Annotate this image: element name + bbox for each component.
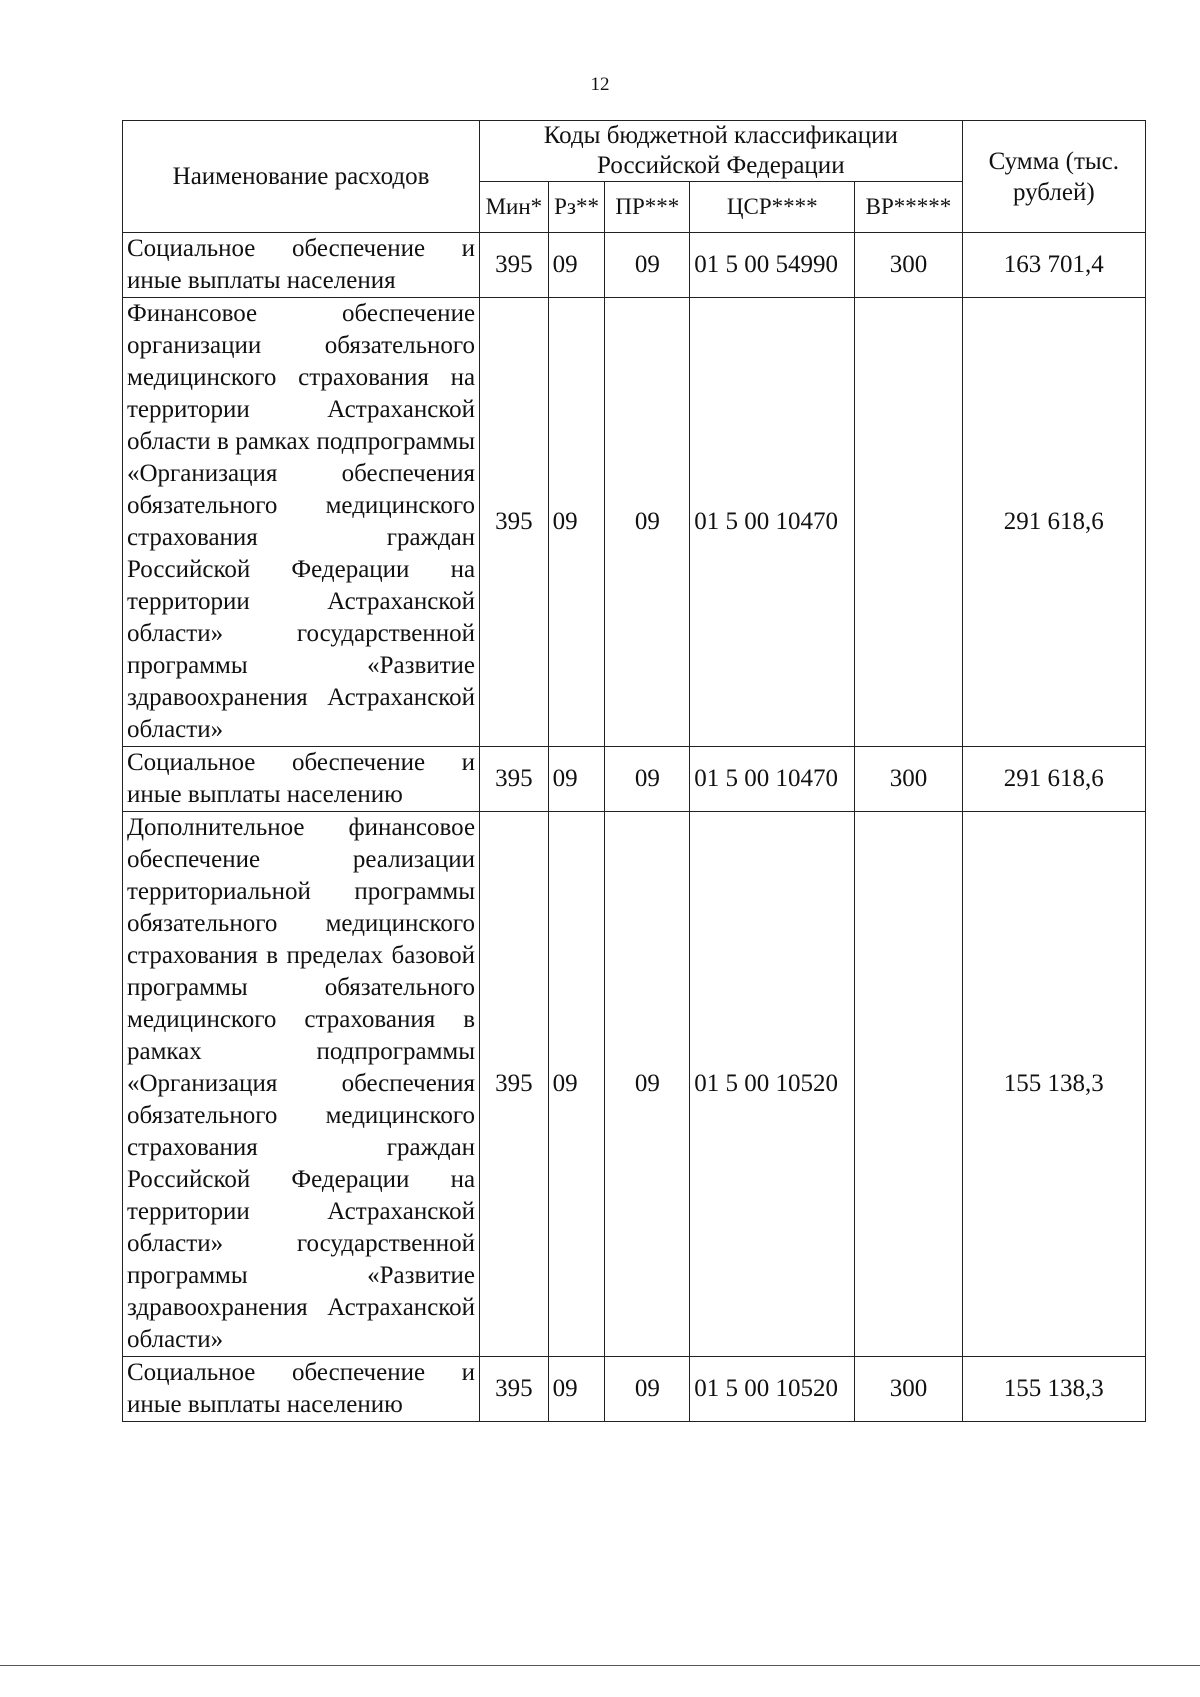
row-vr [855,812,962,1357]
header-code-csr: ЦСР**** [690,182,855,233]
header-code-vr: ВР***** [855,182,962,233]
row-name: Социальное обеспечение и иные выплаты населения [123,233,480,298]
row-rz: 09 [548,812,605,1357]
table-row [123,1357,1146,1422]
table-row [123,747,1146,812]
row-csr: 01 5 00 54990 [690,233,855,298]
row-pr: 09 [605,812,690,1357]
row-csr: 01 5 00 10520 [690,1357,855,1422]
page-number: 12 [590,74,610,95]
header-codes-group: Коды бюджетной классификации Российской Федерации [480,121,963,182]
row-min: 395 [480,233,549,298]
row-rz: 09 [548,1357,605,1422]
row-vr: 300 [855,747,962,812]
row-vr: 300 [855,233,962,298]
row-vr [855,298,962,747]
row-name: Социальное обеспечение и иные выплаты населению [123,747,480,812]
row-min: 395 [480,298,549,747]
header-code-min: Мин* [480,182,549,233]
row-pr: 09 [605,747,690,812]
row-rz: 09 [548,233,605,298]
row-min: 395 [480,747,549,812]
row-pr: 09 [605,233,690,298]
row-min: 395 [480,812,549,1357]
row-sum: 291 618,6 [962,298,1145,747]
table-row [123,812,1146,1357]
table-row [123,298,1146,747]
row-sum: 291 618,6 [962,747,1145,812]
row-name: Финансовое обеспечение организации обязательного медицинского страхования на территории Астраханской области в рамках подпрограммы «Организация обеспечения обязательного медицинского страхования граждан Российской Федерации на территории Астраханской области» государственной программы «Развитие здравоохранения Астраханской области» [123,298,480,747]
row-name: Социальное обеспечение и иные выплаты населению [123,1357,480,1422]
row-sum: 155 138,3 [962,812,1145,1357]
row-rz: 09 [548,747,605,812]
page-bottom-rule [0,1665,1200,1666]
row-pr: 09 [605,298,690,747]
row-min: 395 [480,1357,549,1422]
header-row-top [123,121,1146,182]
row-csr: 01 5 00 10520 [690,812,855,1357]
header-sum: Сумма (тыс. рублей) [962,121,1145,233]
row-rz: 09 [548,298,605,747]
budget-table [122,120,1146,1422]
row-csr: 01 5 00 10470 [690,747,855,812]
row-pr: 09 [605,1357,690,1422]
table-row [123,233,1146,298]
header-code-pr: ПР*** [605,182,690,233]
row-sum: 163 701,4 [962,233,1145,298]
row-csr: 01 5 00 10470 [690,298,855,747]
header-code-rz: Рз** [548,182,605,233]
row-name: Дополнительное финансовое обеспечение реализации территориальной программы обязательного медицинского страхования в пределах базовой программы обязательного медицинского страхования в рамках подпрограммы «Организация обеспечения обязательного медицинского страхования граждан Российской Федерации на территории Астраханской области» государственной программы «Развитие здравоохранения Астраханской области» [123,812,480,1357]
header-name: Наименование расходов [123,121,480,233]
row-vr: 300 [855,1357,962,1422]
row-sum: 155 138,3 [962,1357,1145,1422]
